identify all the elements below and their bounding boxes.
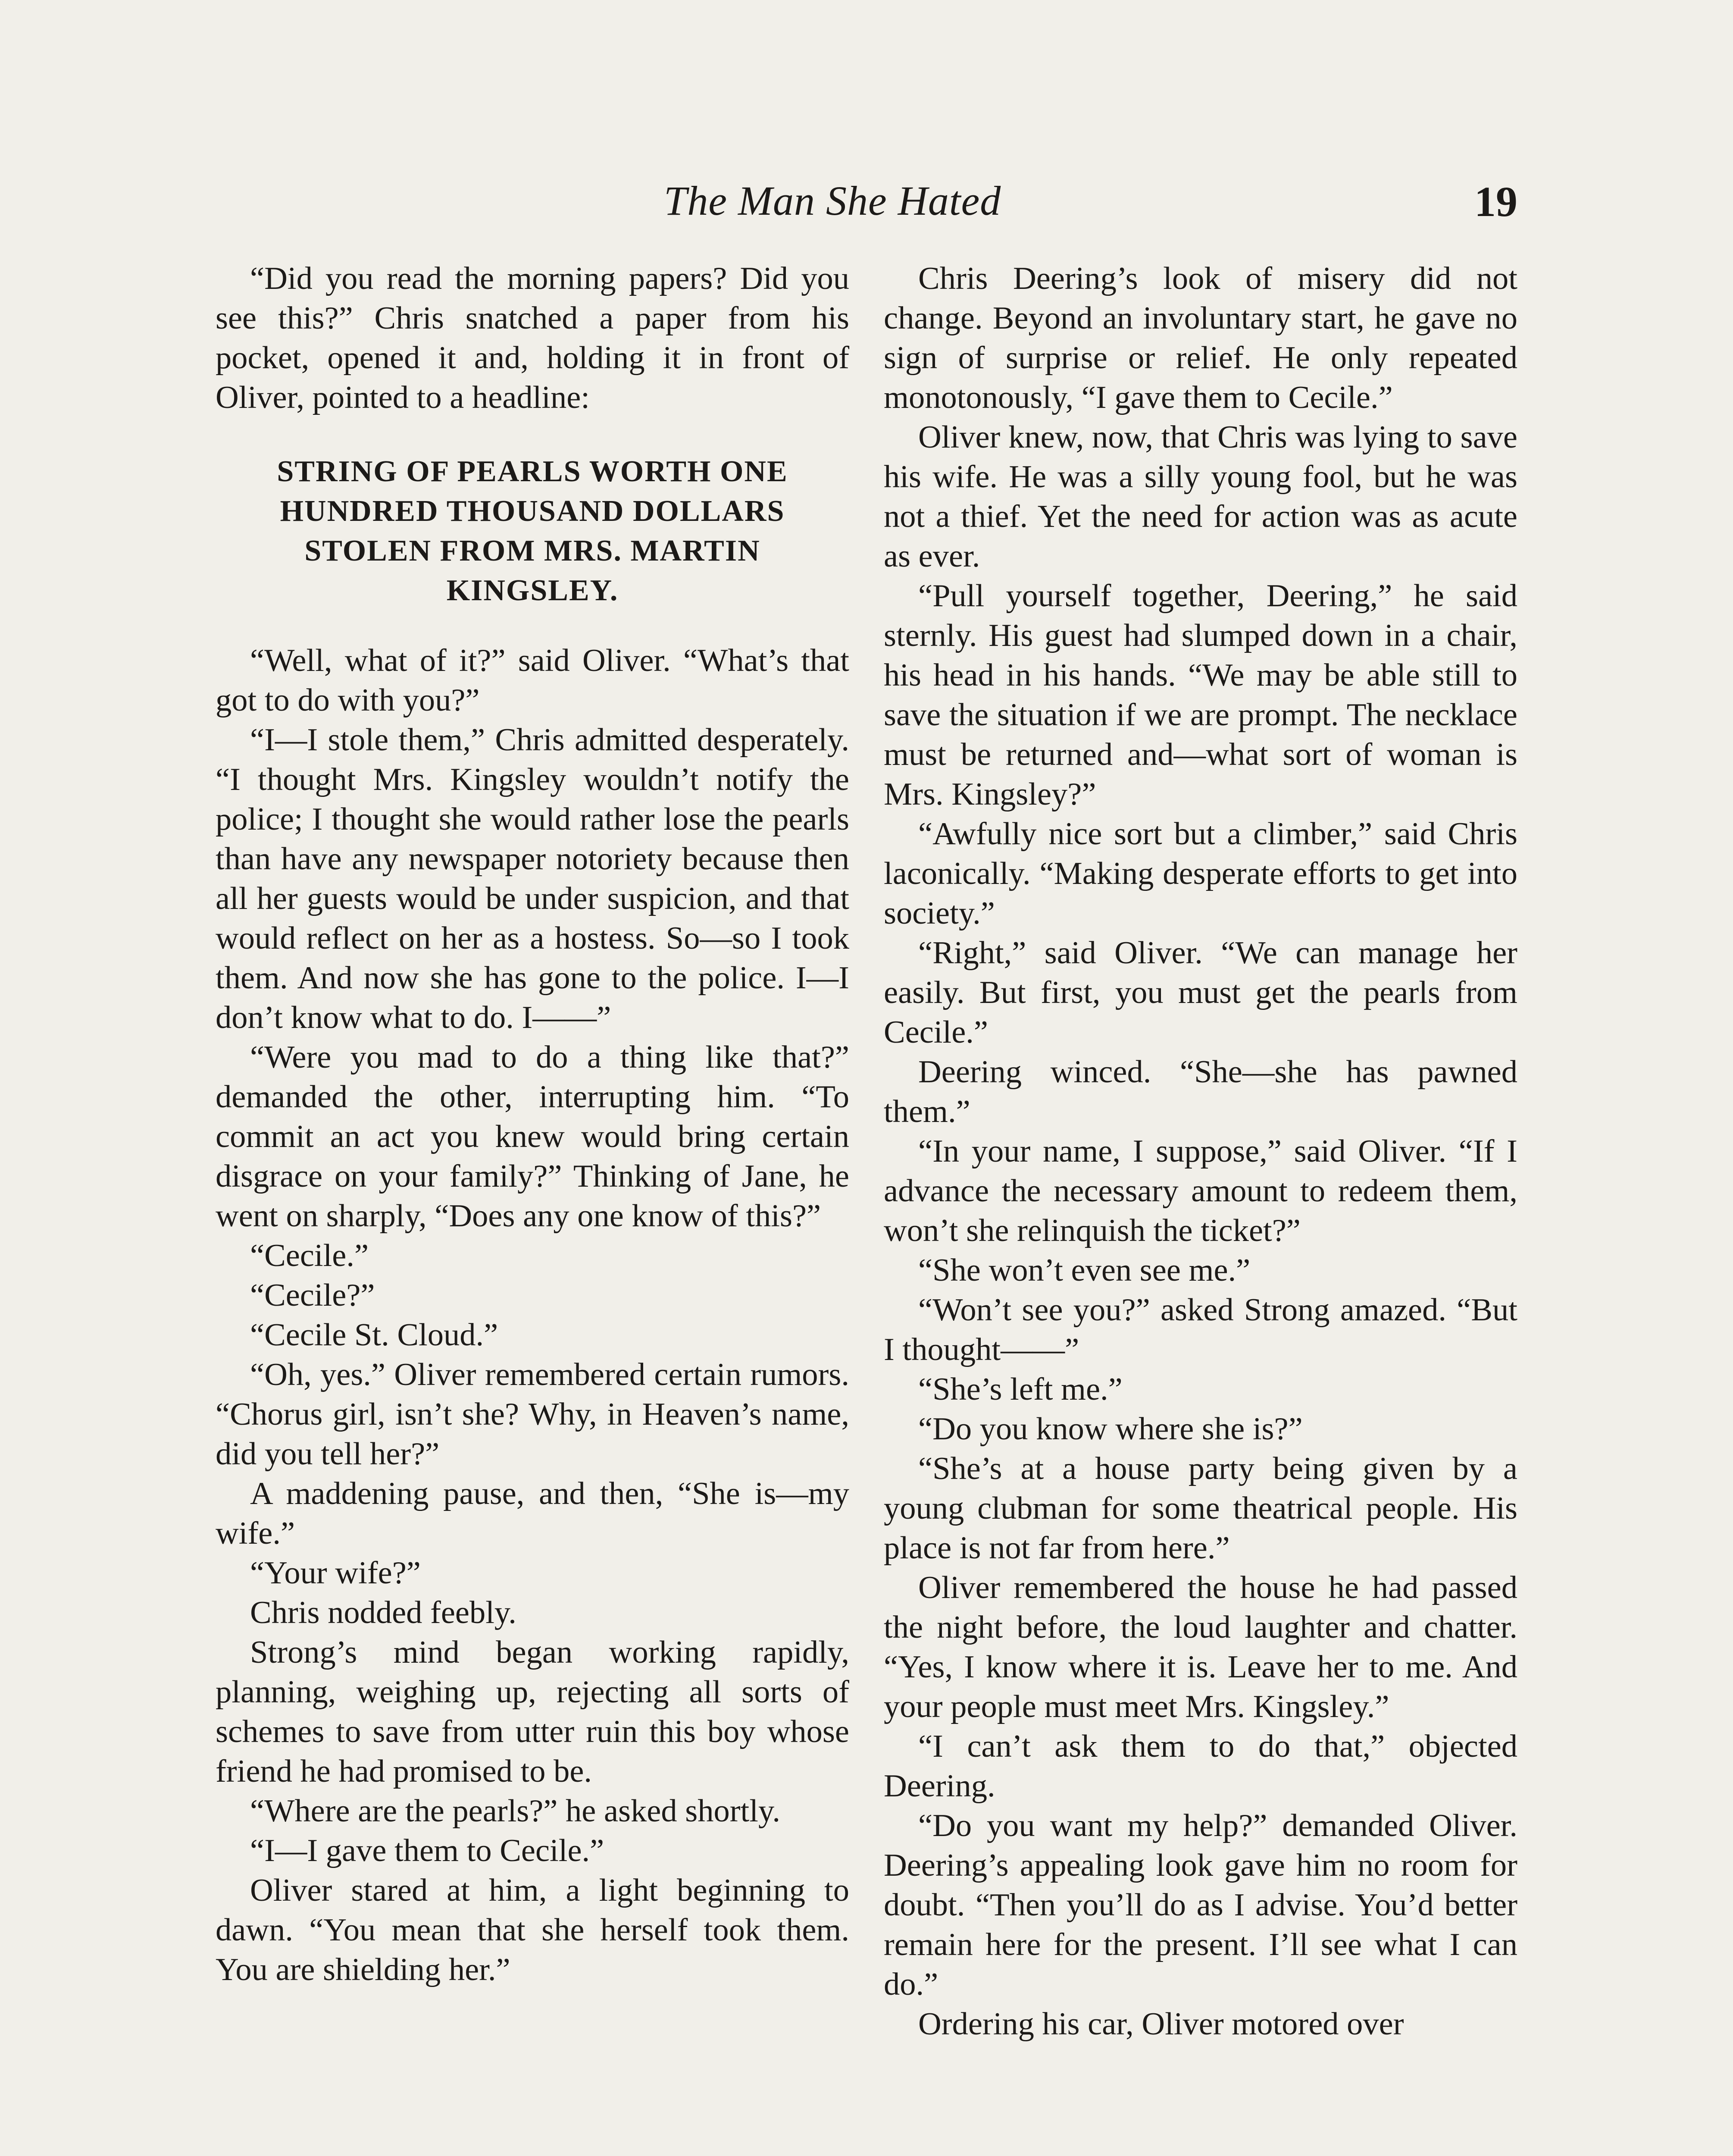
paragraph: Oliver knew, now, that Chris was lying to save his wife. He was a silly young fool, but he was not a thief. Yet the need for action was as acute as ever. bbox=[884, 420, 1517, 574]
paragraph: “Were you mad to do a thing like that?” demanded the other, interrupting him. “To commit an act you knew would bring certain disgrace on your family?” Thinking of Jane, he went on sharply, “Does any one know of this?” bbox=[216, 1040, 849, 1234]
right-column bbox=[884, 259, 1517, 2044]
paragraph: “Won’t see you?” asked Strong amazed. “But I thought——” bbox=[884, 1292, 1517, 1367]
paragraph: “Did you read the morning papers? Did you see this?” Chris snatched a paper from his pocket, opened it and, holding it in front of Oliver, pointed to a headline: bbox=[216, 261, 849, 415]
paragraph: “Where are the pearls?” he asked shortly. bbox=[250, 1793, 780, 1829]
paragraph: “She’s left me.” bbox=[918, 1372, 1123, 1407]
paragraph: “Cecile St. Cloud.” bbox=[250, 1317, 498, 1353]
paragraph: “Your wife?” bbox=[250, 1555, 421, 1591]
page-number: 19 bbox=[1474, 178, 1517, 226]
paragraph: “Awfully nice sort but a climber,” said Chris laconically. “Making desperate efforts to get into society.” bbox=[884, 816, 1517, 931]
paragraph: “I can’t ask them to do that,” objected Deering. bbox=[884, 1729, 1517, 1804]
paragraph: “Well, what of it?” said Oliver. “What’s that got to do with you?” bbox=[216, 643, 849, 718]
paragraph: Deering winced. “She—she has pawned them.” bbox=[884, 1054, 1517, 1129]
paragraph: “Do you know where she is?” bbox=[918, 1411, 1303, 1447]
paragraph: “Cecile?” bbox=[250, 1278, 375, 1313]
paragraph: “She won’t even see me.” bbox=[918, 1253, 1251, 1288]
newspaper-headline: STRING OF PEARLS WORTH ONE HUNDRED THOUSAND DOLLARS STOLEN FROM MRS. MARTIN KINGSLEY. bbox=[277, 455, 788, 607]
paragraph: “Pull yourself together, Deering,” he said sternly. His guest had slumped down in a chair, his head in his hands. “We may be able still to save the situation if we are prompt. The necklace must be returned and—what sort of woman is Mrs. Kingsley?” bbox=[884, 578, 1517, 812]
paragraph: “Right,” said Oliver. “We can manage her easily. But first, you must get the pearls from Cecile.” bbox=[884, 935, 1517, 1050]
paragraph: Oliver stared at him, a light beginning to dawn. “You mean that she herself took them. You are shielding her.” bbox=[216, 1873, 849, 1987]
paragraph: Chris Deering’s look of misery did not change. Beyond an involuntary start, he gave no sign of surprise or relief. He only repeated monotonously, “I gave them to Cecile.” bbox=[884, 261, 1517, 415]
paragraph: “She’s at a house party being given by a young clubman for some theatrical people. His place is not far from here.” bbox=[884, 1451, 1517, 1566]
left-column bbox=[216, 259, 849, 1990]
paragraph: A maddening pause, and then, “She is—my wife.” bbox=[216, 1476, 849, 1551]
paragraph: Strong’s mind began working rapidly, planning, weighing up, rejecting all sorts of schemes to save from utter ruin this boy whose friend he had promised to be. bbox=[216, 1635, 849, 1789]
paragraph: Oliver remembered the house he had passed the night before, the loud laughter and chatter. “Yes, I know where it is. Leave her to me. And your people must meet Mrs. Kingsley.” bbox=[884, 1570, 1517, 1724]
paragraph: “Do you want my help?” demanded Oliver. Deering’s appealing look gave him no room for doubt. “Then you’ll do as I advise. You’d better remain here for the present. I’ll see what I can do.” bbox=[884, 1808, 1517, 2002]
paragraph: “Cecile.” bbox=[250, 1238, 369, 1273]
paragraph: “In your name, I suppose,” said Oliver. “If I advance the necessary amount to redeem them, won’t she relinquish the ticket?” bbox=[884, 1134, 1517, 1248]
running-header-title: The Man She Hated bbox=[664, 178, 1001, 224]
paragraph: “Oh, yes.” Oliver remembered certain rumors. “Chorus girl, isn’t she? Why, in Heaven’s name, did you tell her?” bbox=[216, 1357, 849, 1472]
paragraph: Ordering his car, Oliver motored over bbox=[918, 2006, 1404, 2042]
paragraph: “I—I gave them to Cecile.” bbox=[250, 1833, 604, 1868]
paragraph: “I—I stole them,” Chris admitted desperately. “I thought Mrs. Kingsley wouldn’t notify the police; I thought she would rather lose the pearls than have any newspaper notoriety because then all her guests would be under suspicion, and that would reflect on her as a hostess. So—so I took them. And now she has gone to the police. I—I don’t know what to do. I——” bbox=[216, 722, 849, 1035]
paragraph: Chris nodded feebly. bbox=[250, 1595, 516, 1630]
